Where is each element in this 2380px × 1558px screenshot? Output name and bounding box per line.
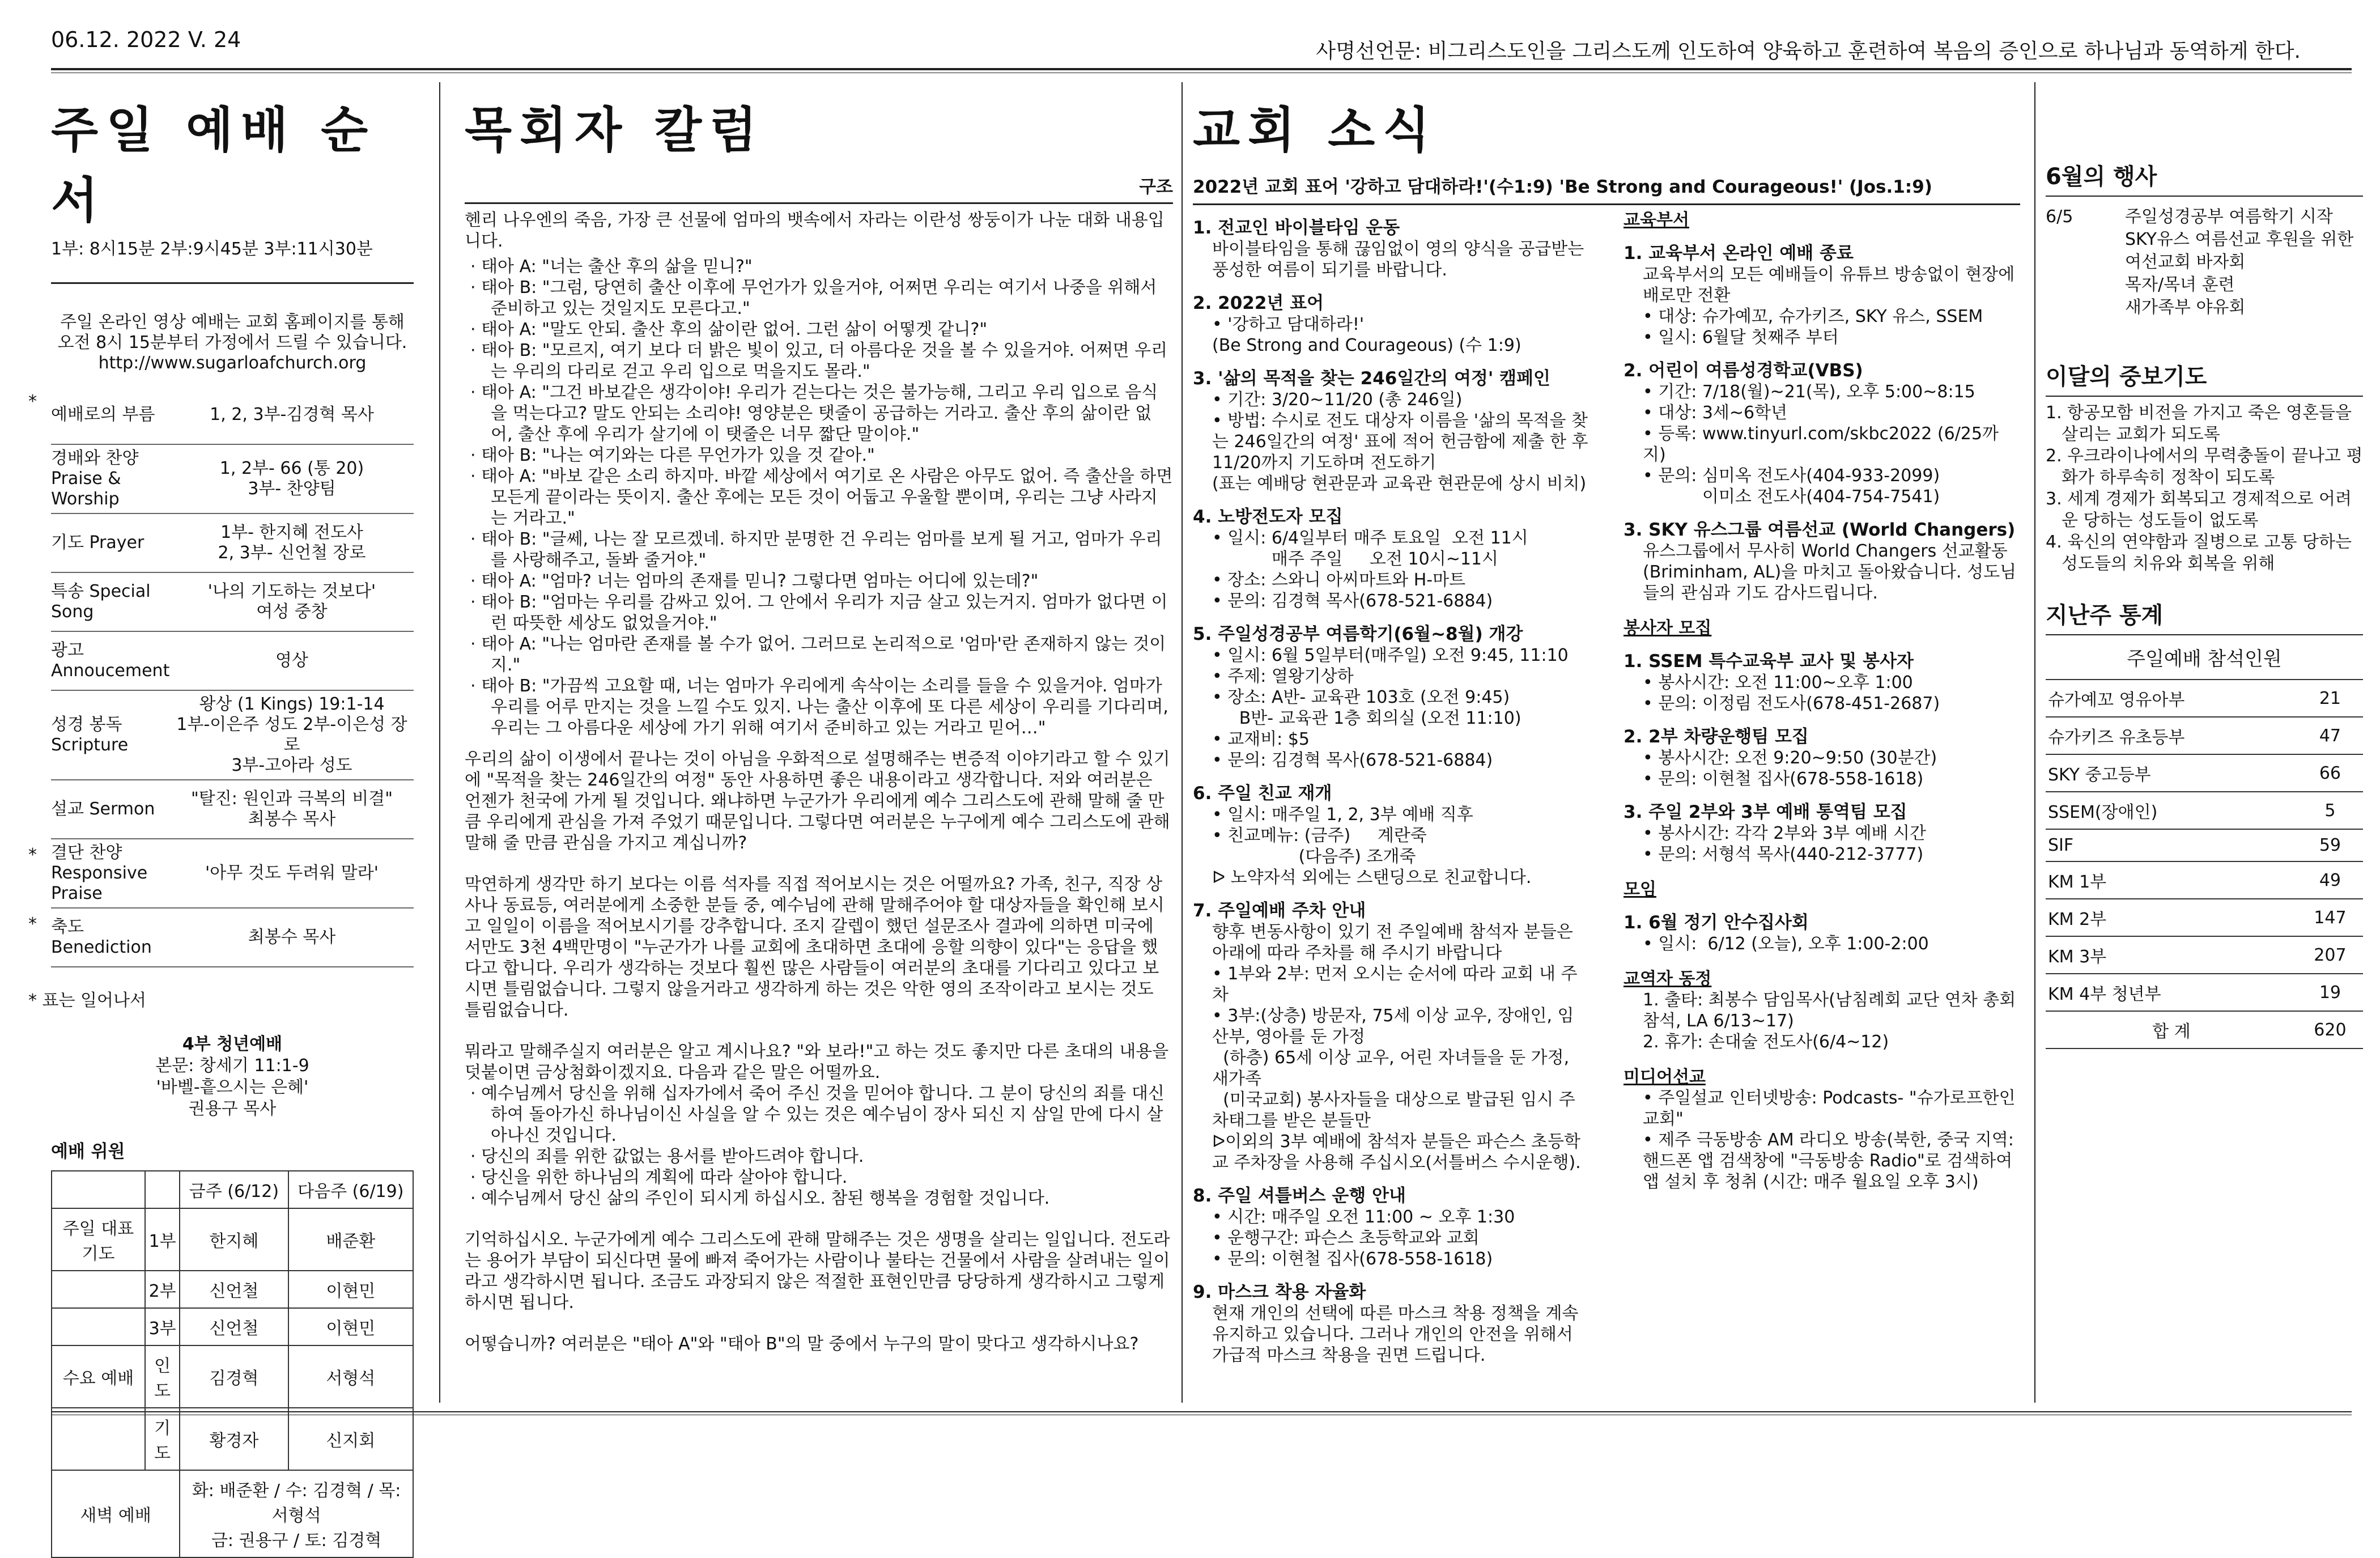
news-item-line: • 봉사시간: 오전 9:20~9:50 (30분간) (1643, 748, 1937, 768)
service-item-value: 1, 2부- 66 (통 20) 3부- 찬양팀 (219, 459, 364, 499)
stand-marker: * (28, 845, 37, 865)
service-item-value: 1부- 한지혜 전도사 2, 3부- 신언철 장로 (218, 523, 366, 563)
committee-title: 예배 위원 (51, 1141, 125, 1162)
news-item-heading: 6. 주일 친교 재개 (1193, 783, 1332, 804)
news-category: 교역자 동정 (1624, 969, 1712, 989)
news-item-line: • 1부와 2부: 먼저 오시는 순서에 따라 교회 내 주차 (1212, 964, 1578, 1005)
dialog-line: · 태아 B: "엄마는 우리를 감싸고 있어. 그 안에서 우리가 지금 살고 있는거지. 엄마가 없다면 이런 따뜻한 세상도 없었을거야." (470, 592, 1168, 633)
news-column-right (1624, 196, 2020, 1192)
prayer-item: 3. 세계 경제가 회복되고 경제적으로 어려운 당하는 성도들이 없도록 (2046, 489, 2352, 530)
news-item-line: • 일시: 6월달 첫째주 부터 (1643, 328, 1839, 347)
committee-cell: 기도 (145, 1408, 180, 1470)
news-category: 모임 (1624, 880, 1656, 899)
news-item-line: • '강하고 담대하라!' (1212, 315, 1365, 334)
news-item-line: • 일시: 6월 5일부터(매주일) 오전 9:45, 11:10 (1212, 646, 1569, 665)
event-item: 새가족부 야유회 (2125, 298, 2246, 317)
column-paragraph: 뭐라고 말해주실지 여러분은 알고 계시나요? "와 보라!"고 하는 것도 좋지만 다른 초대의 내용을 덧붙이면 금상첨화이겠지요. 다음과 같은 말은 어떨까요. (465, 1042, 1169, 1082)
column-title: 목회자 칼럼 (465, 102, 765, 159)
service-item (51, 780, 414, 839)
youth-worship (51, 1034, 414, 1120)
date-volume: 06.12. 2022 V. 24 (51, 27, 241, 52)
news-item-line: 2. 휴가: 손대술 전도사(6/4~12) (1643, 1032, 1889, 1052)
committee-header: 금주 (6/12) (180, 1171, 288, 1208)
section-rule (2046, 634, 2363, 635)
committee-header (52, 1171, 145, 1208)
news-item-line: • 제주 극동방송 AM 라디오 방송(북한, 중국 지역: 핸드폰 앱 검색창에 "극동방송 Radio"로 검색하여 앱 설치 후 청취 (시간: 매주 월요일 오후 3시) (1643, 1130, 2020, 1192)
news-item-line: (Be Strong and Courageous) (수 1:9) (1212, 336, 1522, 355)
stats-label: KM 2부 (2046, 899, 2297, 936)
column-paragraph: 기억하십시오. 누군가에게 예수 그리스도에 관해 말해주는 것은 생명을 살리는 일입니다. 전도라는 용어가 부담이 되신다면 물에 빠져 죽어가는 사람이나 불타는 건물에서 사람을 살려내는 일이라고 생각하시면 됩니다. 조금도 과장되지 않은 적절한 표현인만큼 당당하게 생각하시고 그렇게 하시면 됩니다. (465, 1230, 1170, 1313)
service-item-label: 경배와 찬양 Praise & Worship (51, 448, 139, 509)
service-item-value: '아무 것도 두려워 말라' (205, 863, 379, 883)
committee-table (51, 1170, 414, 1558)
committee-header: 다음주 (6/19) (288, 1171, 413, 1208)
service-order-list (28, 386, 414, 967)
news-item-line: • 문의: 김경혁 목사(678-521-6884) (1212, 591, 1493, 611)
news-item-line: • 기간: 7/18(월)~21(목), 오후 5:00~8:15 (1643, 382, 1975, 402)
service-item-label: 설교 Sermon (51, 799, 155, 819)
dialog-line: · 태아 A: "바보 같은 소리 하지마. 바깥 세상에서 여기로 온 사람은 아무도 없어. 즉 출산을 하면 모든게 끝이라는 뜻이지. 출산 후에는 모든 것이 어둡고 우울할 뿐이며, 우리는 그냥 사라지는 거라고." (470, 466, 1173, 528)
news-item-line: • 3부:(상층) 방문자, 75세 이상 교우, 장애인, 임산부, 영아를 둔 가정 (1212, 1006, 1574, 1047)
news-item-heading: 9. 마스크 착용 자율화 (1193, 1282, 1366, 1302)
committee-cell: 한지혜 (180, 1208, 288, 1271)
dialog-line: · 태아 A: "말도 안되. 출산 후의 삶이란 없어. 그런 삶이 어떻겟 같니?" (470, 320, 988, 339)
stats-value: 19 (2297, 974, 2363, 1011)
news-item-line: (표는 예배당 현관문과 교육관 현관문에 상시 비치) (1212, 474, 1587, 494)
committee-cell: 수요 예배 (52, 1345, 145, 1408)
news-item-line: 이미소 전도사(404-754-7541) (1643, 487, 1940, 507)
news-item-heading: 3. '삶의 목적을 찾는 246일간의 여정' 캠페인 (1193, 368, 1550, 389)
invitation-item: · 예수님께서 당신을 위해 십자가에서 죽어 주신 것을 믿어야 합니다. 그 분이 당신의 죄를 대신하여 돌아가신 하나님이신 사실을 알 수 있는 것은 예수님이 장사 되신 지 삼일 만에 다시 살아나신 것입니다. (470, 1084, 1164, 1145)
news-item-heading: 1. 전교인 바이블타임 운동 (1193, 218, 1400, 238)
news-item-heading: 2. 어린이 여름성경학교(VBS) (1624, 360, 1863, 381)
news-item-heading: 2. 2022년 표어 (1193, 293, 1324, 313)
news-item-line: 1. 출타: 최봉수 담임목사(남침례회 교단 연차 총회 참석, LA 6/13~17) (1643, 990, 2021, 1031)
stand-note: * 표는 일어나서 (28, 991, 146, 1011)
news-item-line: • 장소: A반- 교육관 103호 (오전 9:45) (1212, 687, 1510, 707)
column-paragraph: 우리의 삶이 이생에서 끝나는 것이 아님을 우화적으로 설명해주는 변증적 이야기라고 할 수 있기에 "목적을 찾는 246일간의 여정" 동안 사용하면 좋은 내용이라고 생각합니다. 저와 여러분은 언젠가 천국에 가게 될 것입니다. 왜냐하면 누군가가 우리에게 예수 그리스도에 관해 말해 줄 만큼 우리에게 관심을 가져 주었기 때문입니다. 그렇다면 여러분은 누구에게 예수 그리스도에 관해 말해 줄 만큼 관심을 가지고 계십니까? (465, 749, 1170, 853)
stats-label: KM 1부 (2046, 861, 2297, 899)
section-rule (465, 202, 1173, 204)
prayer-item: 2. 우크라이나에서의 무력충돌이 끝나고 평화가 하루속히 정착이 되도록 (2046, 446, 2363, 487)
column-author: 구조 (1139, 177, 1173, 197)
dawn-label: 새벽 예배 (52, 1470, 180, 1557)
committee-cell (52, 1408, 145, 1470)
service-item (28, 386, 414, 445)
invitation-item: · 당신을 위한 하나님의 계획에 따라 살아야 합니다. (470, 1168, 848, 1187)
news-item-line: • 문의: 이정림 전도사(678-451-2687) (1643, 694, 1940, 714)
news-item-heading: 1. SSEM 특수교육부 교사 및 봉사자 (1624, 651, 1914, 672)
church-motto: 2022년 교회 표어 '강하고 담대하라!'(수1:9) 'Be Strong and Courageous!' (Jos.1:9) (1193, 177, 1932, 197)
invitation-item: · 예수님께서 당신 삶의 주인이 되시게 하십시오. 참된 행복을 경험할 것입니다. (470, 1188, 1050, 1208)
service-item (51, 632, 414, 691)
news-item-line: • 장소: 스와니 아씨마트와 H-마트 (1212, 570, 1466, 590)
event-item: 목자/목녀 훈련 (2125, 275, 2235, 295)
section-rule (2046, 396, 2363, 397)
service-item-value: "탈진: 원인과 극복의 비결" 최봉수 목사 (190, 789, 393, 829)
column-paragraph: 어떻습니까? 여러분은 "태아 A"와 "태아 B"의 말 중에서 누구의 말이 맞다고 생각하시나요? (465, 1334, 1139, 1354)
church-url-link[interactable]: http://www.sugarloafchurch.org (98, 353, 367, 373)
stats-label: 슈가키즈 유초등부 (2046, 717, 2297, 754)
news-title: 교회 소식 (1193, 102, 1438, 159)
news-item-heading: 3. 주일 2부와 3부 예배 통역팀 모집 (1624, 802, 1907, 822)
dialog-line: · 태아 B: "가끔씩 고요할 때, 너는 엄마가 우리에게 속삭이는 소리를 들을 수 있을거야. 엄마가 우리를 어루 만지는 것을 느낄 수도 있지. 나는 출산 이후에 또 다른 세상이 우리를 기다리며, 우리는 그 아름다운 세상에 가기 위해 여기서 준비하고 있는 거라고 믿어…" (470, 676, 1168, 738)
section-rule (51, 282, 414, 284)
news-item-line: 교육부서의 모든 예배들이 유튜브 방송없이 현장에 배로만 전환 (1643, 265, 2020, 305)
stand-marker: * (28, 914, 37, 934)
news-item-line: 유스그룹에서 무사히 World Changers 선교활동 (Briminham, AL)을 마치고 돌아왔습니다. 성도님들의 관심과 기도 감사드립니다. (1643, 541, 2017, 603)
events-title: 6월의 행사 (2046, 164, 2157, 190)
service-item (51, 691, 414, 780)
news-item-line: • 주제: 열왕기상하 (1212, 666, 1354, 686)
dialog-line: · 태아 A: "엄마? 너는 엄마의 존재를 믿니? 그렇다면 엄마는 어디에 있는데?" (470, 571, 1039, 591)
service-item (51, 514, 414, 573)
stats-value: 5 (2297, 792, 2363, 829)
service-item (28, 839, 414, 909)
committee-cell: 신지회 (288, 1408, 413, 1470)
stand-marker: * (28, 392, 37, 411)
stats-value: 620 (2297, 1011, 2363, 1048)
news-item-line: (다음주) 조개죽 (1212, 847, 1416, 867)
prayer-list (2046, 402, 2363, 575)
news-item-line: 바이블타임을 통해 끊임없이 영의 양식을 공급받는 풍성한 여름이 되기를 바랍니다. (1212, 239, 1590, 280)
attendance-table (2046, 680, 2363, 1049)
news-item-heading: 7. 주일예배 주차 안내 (1193, 901, 1366, 921)
committee-cell: 서형석 (288, 1345, 413, 1408)
stats-value: 59 (2297, 829, 2363, 861)
committee-cell: 1부 (145, 1208, 180, 1271)
service-item-value: 최봉수 목사 (248, 927, 336, 947)
news-item-line: 현재 개인의 선택에 따른 마스크 착용 정책을 계속 유지하고 있습니다. 그러나 개인의 안전을 위해서 가급적 마스크 착용을 권면 드립니다. (1212, 1304, 1584, 1365)
worship-times: 1부: 8시15분 2부:9시45분 3부:11시30분 (51, 239, 373, 259)
prayer-item: 1. 항공모함 비전을 가지고 죽은 영혼들을 살리는 교회가 되도록 (2046, 403, 2352, 444)
news-item-line: • 문의: 서형석 목사(440-212-3777) (1643, 844, 1924, 864)
news-list-left (1193, 213, 1593, 1366)
news-item-line: B반- 교육관 1층 회의실 (오전 11:10) (1212, 708, 1522, 728)
news-item-line: • 일시: 매주일 1, 2, 3부 예배 직후 (1212, 805, 1473, 825)
service-item (51, 573, 414, 632)
column-divider (439, 82, 440, 1403)
dialog-line: · 태아 B: "모르지, 여기 보다 더 밝은 빛이 있고, 더 아름다운 것을 볼 수 있을거야. 어쩌면 우리는 우리의 다리로 걷고 우리 입으로 먹을지도 몰라." (470, 341, 1168, 381)
event-item: 주일성경공부 여름학기 시작 (2125, 207, 2333, 227)
prayer-item: 4. 육신의 연약함과 질병으로 고통 당하는 성도들의 치유와 회복을 위해 (2046, 532, 2352, 574)
committee-cell: 주일 대표 기도 (52, 1208, 145, 1271)
committee-cell: 3부 (145, 1308, 180, 1345)
service-item (28, 909, 414, 967)
committee-cell (52, 1271, 145, 1308)
stats-value: 49 (2297, 861, 2363, 899)
column-divider (2034, 82, 2035, 1403)
news-category: 봉사자 모집 (1624, 618, 1712, 638)
events-list (2046, 206, 2363, 319)
committee-cell: 김경혁 (180, 1345, 288, 1408)
stats-value: 207 (2297, 936, 2363, 974)
section-rule (2046, 196, 2363, 197)
service-item-value: '나의 기도하는 것보다' 여성 중창 (207, 581, 376, 622)
worship-order-column (28, 91, 414, 1558)
event-item: SKY유스 여름선교 후원을 위한 여선교회 바자회 (2125, 230, 2354, 272)
youth-title: 4부 청년예배 (182, 1034, 283, 1054)
news-item-line: • 문의: 김경혁 목사(678-521-6884) (1212, 750, 1493, 770)
committee-cell: 이현민 (288, 1308, 413, 1345)
news-item-line: • 주일설교 인터넷방송: Podcasts- "슈가로프한인교회" (1643, 1088, 2016, 1129)
stats-subtitle: 주일예배 참석인원 (2046, 635, 2363, 680)
news-item-line: • 기간: 3/20~11/20 (총 246일) (1212, 390, 1463, 410)
stats-label: KM 3부 (2046, 936, 2297, 974)
news-item-line: • 운행구간: 파슨스 초등학교와 교회 (1212, 1228, 1480, 1248)
news-item-line: • 대상: 슈가예꼬, 슈가키즈, SKY 유스, SSEM (1643, 307, 1983, 326)
service-item-label: 기도 Prayer (51, 533, 144, 553)
news-category: 미디어선교 (1624, 1067, 1706, 1087)
pastor-column (465, 91, 1173, 1355)
news-item-heading: 1. 교육부서 온라인 예배 종료 (1624, 243, 1854, 264)
prayer-title: 이달의 중보기도 (2046, 364, 2207, 390)
news-item-line: • 일시: 6/4일부터 매주 토요일 오전 11시 (1212, 528, 1528, 548)
top-rule (51, 68, 2352, 70)
dialog-line: · 태아 A: "너는 출산 후의 삶을 믿니?" (470, 257, 753, 277)
event-items (2125, 206, 2363, 319)
news-item-heading: 5. 주일성경공부 여름학기(6월~8월) 개강 (1193, 624, 1523, 644)
news-category: 교육부서 (1624, 210, 1689, 230)
stats-label: KM 4부 청년부 (2046, 974, 2297, 1011)
committee-cell (52, 1308, 145, 1345)
news-item-line: (하층) 65세 이상 교우, 어린 자녀들을 둔 가정, 새가족 (1212, 1048, 1575, 1089)
news-item-heading: 1. 6월 정기 안수집사회 (1624, 912, 1809, 933)
column-divider (1182, 82, 1183, 1403)
service-item-label: 특송 Special Song (51, 581, 151, 622)
news-list-right (1624, 206, 2020, 1192)
news-item-line: • 봉사시간: 오전 11:00~오후 1:00 (1643, 673, 1913, 693)
stats-label: SIF (2046, 829, 2297, 861)
intro-line: 오전 8시 15분부터 가정에서 드릴 수 있습니다. (57, 333, 407, 353)
stats-label: 슈가예꼬 영유아부 (2046, 680, 2297, 717)
news-item-line: 매주 주일 오전 10시~11시 (1212, 549, 1498, 569)
event-date: 6/5 (2046, 207, 2073, 227)
service-item-value: 왕상 (1 Kings) 19:1-14 1부-이은주 성도 2부-이은성 장로 3부-고아라 성도 (176, 694, 407, 775)
column-paragraph: 막연하게 생각만 하기 보다는 이름 석자를 직접 적어보시는 것은 어떨까요? 가족, 친구, 직장 상사나 동료등, 여러분에게 소중한 분들 중, 예수님에 관해 말해주어야 할 대상자들을 확인해 보시고 일일이 이름을 적어보시기를 강추합니다. 조지 갈렙이 했던 설문조사 결과에 의하면 미국에 서만도 3천 4백만명이 "누군가가 나를 교회에 초대하면 초대에 응할 의향이 있다"는 응답을 했다고 합니다. 우리가 생각하는 것보다 훨씬 많은 사람들이 여러분의 초대를 기다리고 있다고 보시면 틀림없습니다. 그렇지 않을거라고 생각하게 하는 것은 악한 영의 조작이라고 보시는 것도 틀림없습니다. (465, 874, 1164, 1020)
stats-label: SSEM(장애인) (2046, 792, 2297, 829)
committee-cell: 신언철 (180, 1308, 288, 1345)
stats-value: 147 (2297, 899, 2363, 936)
news-item-heading: 4. 노방전도자 모집 (1193, 507, 1343, 527)
invitation-item: · 당신의 죄를 위한 값없는 용서를 받아드려야 합니다. (470, 1147, 864, 1166)
stats-value: 66 (2297, 754, 2363, 792)
mission-statement: 사명선언문: 비그리스도인을 그리스도께 인도하여 양육하고 훈련하여 복음의 증인으로 하나님과 동역하게 한다. (1316, 40, 2301, 63)
news-item-heading: 8. 주일 셔틀버스 운행 안내 (1193, 1186, 1406, 1206)
intro-line: 주일 온라인 영상 예배는 교회 홈페이지를 통해 (60, 312, 405, 332)
committee-cell: 인도 (145, 1345, 180, 1408)
news-item-line: • 문의: 이현철 집사(678-558-1618) (1643, 769, 1924, 789)
news-item-line: (미국교회) 봉사자들을 대상으로 발급된 임시 주차태그를 받은 분들만 (1212, 1090, 1575, 1131)
invitation-list (465, 1083, 1173, 1209)
dialog-line: · 태아 A: "그건 바보같은 생각이야! 우리가 걷는다는 것은 불가능해, 그리고 우리 입으로 음식을 먹는다고? 말도 안되는 소리야! 영양분은 탯줄이 공급하는 거라고. 출산 후의 삶이란 없어, 출산 후에 우리가 살기에 이 탯줄은 너무 짧단 말이야." (470, 383, 1158, 444)
service-item (51, 445, 414, 514)
committee-cell: 황경자 (180, 1408, 288, 1470)
dawn-value: 화: 배준환 / 수: 김경혁 / 목: 서형석 금: 권용구 / 토: 김경혁 (180, 1470, 413, 1557)
stats-label: SKY 중고등부 (2046, 754, 2297, 792)
stats-value: 21 (2297, 680, 2363, 717)
dialog-line: · 태아 B: "글쎄, 나는 잘 모르겠네. 하지만 분명한 건 우리는 엄마를 보게 될 거고, 엄마가 우리를 사랑해주고, 돌봐 줄거야." (470, 529, 1162, 570)
committee-cell: 이현민 (288, 1271, 413, 1308)
service-item-value: 영상 (275, 651, 308, 670)
service-item-label: 축도 Benediction (51, 917, 152, 957)
news-item-line: • 교재비: $5 (1212, 729, 1310, 749)
news-item-line: • 방법: 수시로 전도 대상자 이름을 '삶의 목적을 찾는 246일간의 여정' 표에 적어 헌금함에 제출 한 후 11/20까지 기도하며 전도하기 (1212, 411, 1593, 473)
news-item-line: • 친교메뉴: (금주) 계란죽 (1212, 826, 1427, 846)
news-item-line[interactable]: • 등록: www.tinyurl.com/skbc2022 (6/25까지) (1643, 424, 1999, 465)
service-item-label: 예배로의 부름 (51, 405, 155, 424)
committee-cell: 신언철 (180, 1271, 288, 1308)
events-column (2046, 159, 2363, 1049)
news-item-line: • 시간: 매주일 오전 11:00 ~ 오후 1:30 (1212, 1207, 1515, 1227)
stats-title: 지난주 통계 (2046, 602, 2164, 629)
service-item-value: 1, 2, 3부-김경혁 목사 (210, 405, 374, 424)
youth-preacher: 권용구 목사 (188, 1099, 277, 1119)
news-item-line: • 문의: 심미옥 전도사(404-933-2099) (1643, 466, 1940, 486)
column-intro: 헨리 나우엔의 죽음, 가장 큰 선물에 엄마의 뱃속에서 자라는 이란성 쌍둥이가 나눈 대화 내용입니다. (465, 210, 1164, 251)
news-item-heading: 2. 2부 차량운행팀 모집 (1624, 727, 1809, 747)
dialog-list (465, 256, 1173, 738)
news-item-line: ᐅ이외의 3부 예배에 참석자 분들은 파슨스 초등학교 주차장을 사용해 주십시오(서틀버스 수시운행). (1212, 1132, 1581, 1173)
news-item-line: ᐅ 노약자석 외에는 스탠딩으로 친교합니다. (1212, 868, 1532, 888)
news-item-line: • 일시: 6/12 (오늘), 오후 1:00-2:00 (1643, 934, 1929, 954)
youth-text: 본문: 창세기 11:1-9 (155, 1056, 309, 1076)
news-item-line: • 문의: 이현철 집사(678-558-1618) (1212, 1249, 1493, 1269)
news-item-line: • 대상: 3세~6학년 (1643, 403, 1788, 423)
dialog-line: · 태아 A: "나는 엄마란 존재를 볼 수가 없어. 그러므로 논리적으로 '엄마'란 존재하지 않는 것이지." (470, 634, 1166, 675)
stats-value: 47 (2297, 717, 2363, 754)
committee-cell: 2부 (145, 1271, 180, 1308)
service-item-label: 결단 찬양 Responsive Praise (51, 843, 148, 903)
worship-title: 주일 예배 순서 (51, 102, 376, 229)
service-item-label: 성경 봉독 Scripture (51, 715, 129, 755)
news-item-heading: 3. SKY 유스그룹 여름선교 (World Changers) (1624, 520, 2016, 540)
news-item-line: • 봉사시간: 각각 2부와 3부 예배 시간 (1643, 823, 1926, 843)
dialog-line: · 태아 B: "나는 여기와는 다른 무언가가 있을 것 같아." (470, 445, 875, 465)
news-item-line: 향후 변동사항이 있기 전 주일예배 참석자 분들은 아래에 따라 주차를 해 주시기 바랍니다 (1212, 922, 1579, 963)
service-item-label: 광고 Annoucement (51, 640, 170, 681)
committee-header (145, 1171, 180, 1208)
committee-cell: 배준환 (288, 1208, 413, 1271)
stats-label: 합 계 (2046, 1011, 2297, 1048)
online-worship-note (51, 312, 414, 373)
youth-sermon: '바벨-흩으시는 은혜' (156, 1077, 309, 1097)
dialog-line: · 태아 B: "그럼, 당연히 출산 이후에 무언가가 있을거야, 어쩌면 우리는 여기서 나중을 위해서 준비하고 있는 것일지도 모른다고." (470, 278, 1157, 319)
